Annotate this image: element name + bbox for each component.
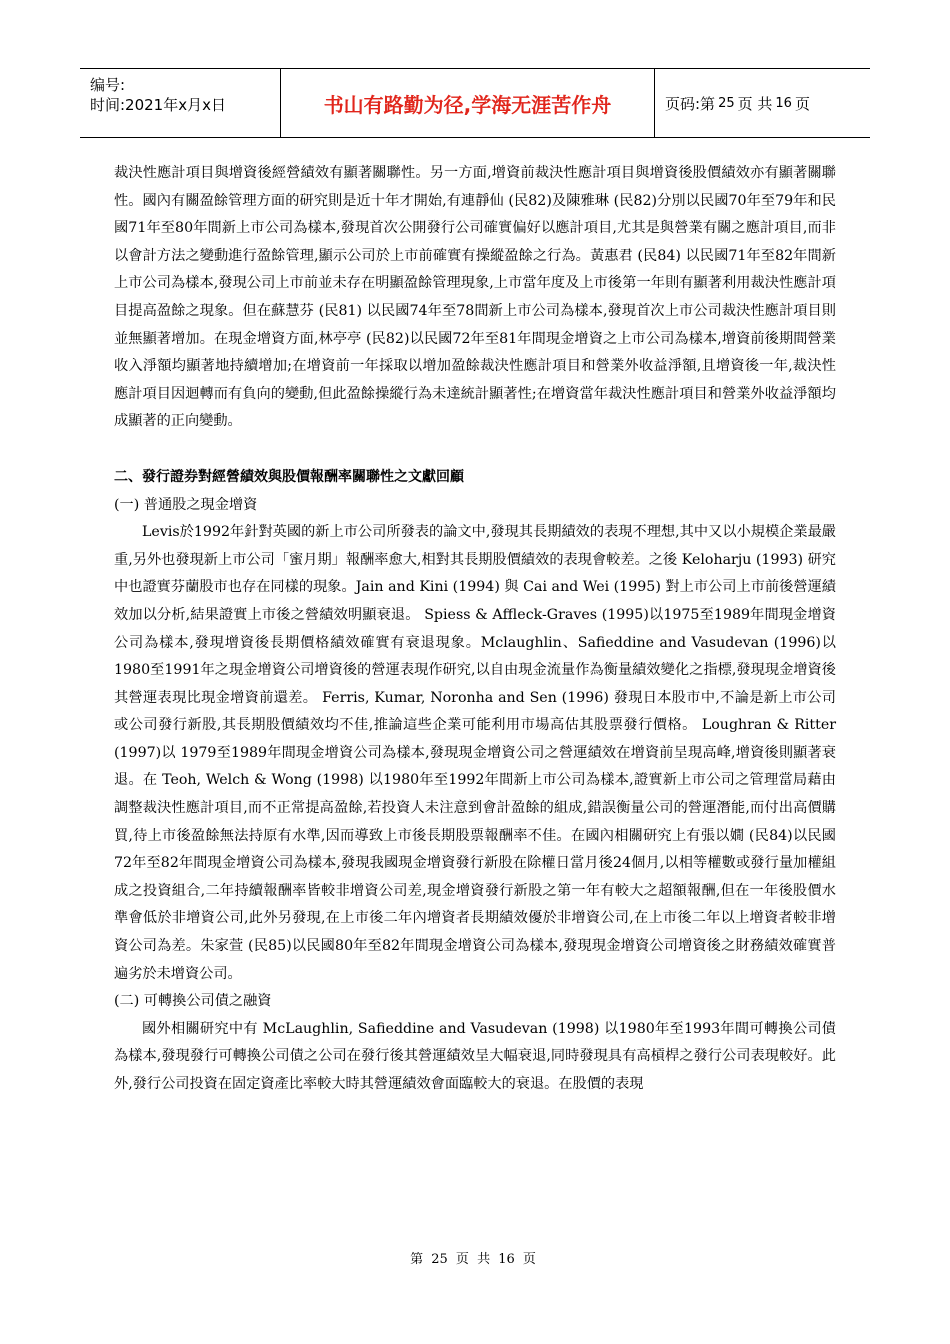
section-title: 二、發行證券對經營績效與股價報酬率關聯性之文獻回顧 [114, 468, 464, 485]
code-label: 编号: [90, 76, 126, 94]
paragraph-3: 國外相關研究中有 McLaughlin, Safieddine and Vasudevan (1998) 以1980年至1993年間可轉換公司債為樣本,發現發行可轉換公司債之公司在發行後其營運績效呈大幅衰退,同時發現具有高槓桿之發行公司表現較好。此外,發行公司投資在固定資產比率較大時其營運績效會面臨較大的衰退。在股價的表現 [114, 1020, 836, 1092]
footer-mid1: 页 [455, 1252, 469, 1267]
footer-mid2: 共 [477, 1252, 491, 1267]
footer-suffix: 页 [522, 1252, 536, 1267]
page-total: 16 [775, 95, 792, 111]
page-footer [0, 1248, 950, 1267]
footer-total: 16 [498, 1252, 515, 1267]
header-page-info [655, 69, 870, 137]
page-current: 25 [718, 95, 735, 111]
paragraph-1: 裁決性應計項目與增資後經營績效有顯著關聯性。另一方面,增資前裁決性應計項目與增資後股價績效亦有顯著關聯性。國內有關盈餘管理方面的研究則是近十年才開始,有連靜仙 (民82)及陳雅琳 (民82)分別以民國70年至79年和民國71年至80年間新上市公司為樣本,發現首次公開發行公司確實偏好以應計項目,尤其是與營業有關之應計項目,而非以會計方法之變動進行盈餘管理,顯示公司於上市前確實有操縱盈餘之行為。黃惠君 (民84) 以民國71年至82年間新上市公司為樣本,發現公司上市前並未存在明顯盈餘管理現象,上市當年度及上市後第一年則有顯著利用裁決性應計項目提高盈餘之現象。但在蘇慧芬 (民81) 以民國74年至78間新上市公司為樣本,發現首次上市公司裁決性應計項目則並無顯著增加。在現金增資方面,林亭亭 (民82)以民國72年至81年間現金增資之上市公司為樣本,增資前後期間營業收入淨額均顯著地持續增加;在增資前一年採取以增加盈餘裁決性應計項目和營業外收益淨額,且增資後一年,裁決性應計項目因迴轉而有負向的變動,但此盈餘操縱行為未達統計顯著性;在增資當年裁決性應計項目和營業外收益淨額均成顯著的正向變動。 [114, 165, 836, 430]
paragraph-2: Levis於1992年針對英國的新上市公司所發表的論文中,發現其長期績效的表現不理想,其中又以小規模企業最嚴重,另外也發現新上市公司「蜜月期」報酬率愈大,相對其長期股價績效的表現會較差。之後 Keloharju (1993) 研究中也證實芬蘭股市也存在同樣的現象。Jain and Kini (1994) 與 Cai and Wei (1995) 對上市公司上市前後營運績效加以分析,結果證實上市後之營績效明顯衰退。 Spiess & Affleck-Graves (1995)以1975至1989年間現金增資公司為樣本,發現增資後長期價格績效確實有衰退現象。Mclaughlin、Safieddine and Vasudevan (1996)以1980至1991年之現金增資公司增資後的營運表現作研究,以自由現金流量作為衡量績效變化之指標,發現現金增資後其營運表現比現金增資前還差。 Ferris, Kumar, Noronha and Sen (1996) 發現日本股市中,不論是新上市公司或公司發行新股,其長期股價績效均不佳,推論這些企業可能利用市場高估其股票發行價格。 Loughran & Ritter (1997)以 1979至1989年間現金增資公司為樣本,發現現金增資公司之營運績效在增資前呈現高峰,增資後則顯著衰退。在 Teoh, Welch & Wong (1998) 以1980年至1992年間新上市公司為樣本,證實新上市公司之管理當局藉由調整裁決性應計項目,而不正常提高盈餘,若投資人未注意到會計盈餘的組成,錯誤衡量公司的營運潛能,而付出高價購買,待上市後盈餘無法持原有水準,因而導致上市後長期股票報酬率不佳。在國內相關研究上有張以嫺 (民84)以民國72年至82年間現金增資公司為樣本,發現我國現金增資發行新股在除權日當月後24個月,以相等權數或發行量加權組成之投資組合,二年持續報酬率皆較非增資公司差,現金增資發行新股之第一年有較大之超額報酬,但在一年後股價水準會低於非增資公司,此外另發現,在上市後二年內增資者長期績效優於非增資公司,在上市後二年以上增資者較非增資公司為差。朱家萱 (民85)以民國80年至82年間現金增資公司為樣本,發現現金增資公司增資後之財務績效確實普遍劣於未增資公司。 [114, 524, 836, 982]
page-suffix: 页 [794, 94, 810, 113]
header-meta [80, 69, 281, 137]
subsection-title-1: (一) 普通股之現金增資 [114, 496, 258, 513]
header-motto: 书山有路勤为径,学海无涯苦作舟 [281, 69, 655, 137]
page-header [80, 68, 870, 138]
date-label: 时间:2021年x月x日 [90, 96, 226, 114]
subsection-title-2: (二) 可轉換公司債之融資 [114, 993, 272, 1010]
footer-prefix: 第 [410, 1252, 424, 1267]
page-mid: 页 共 [737, 94, 773, 113]
footer-current: 25 [431, 1252, 448, 1267]
document-body [114, 160, 836, 1099]
spacer [114, 436, 836, 464]
page-prefix: 页码:第 [665, 94, 716, 113]
